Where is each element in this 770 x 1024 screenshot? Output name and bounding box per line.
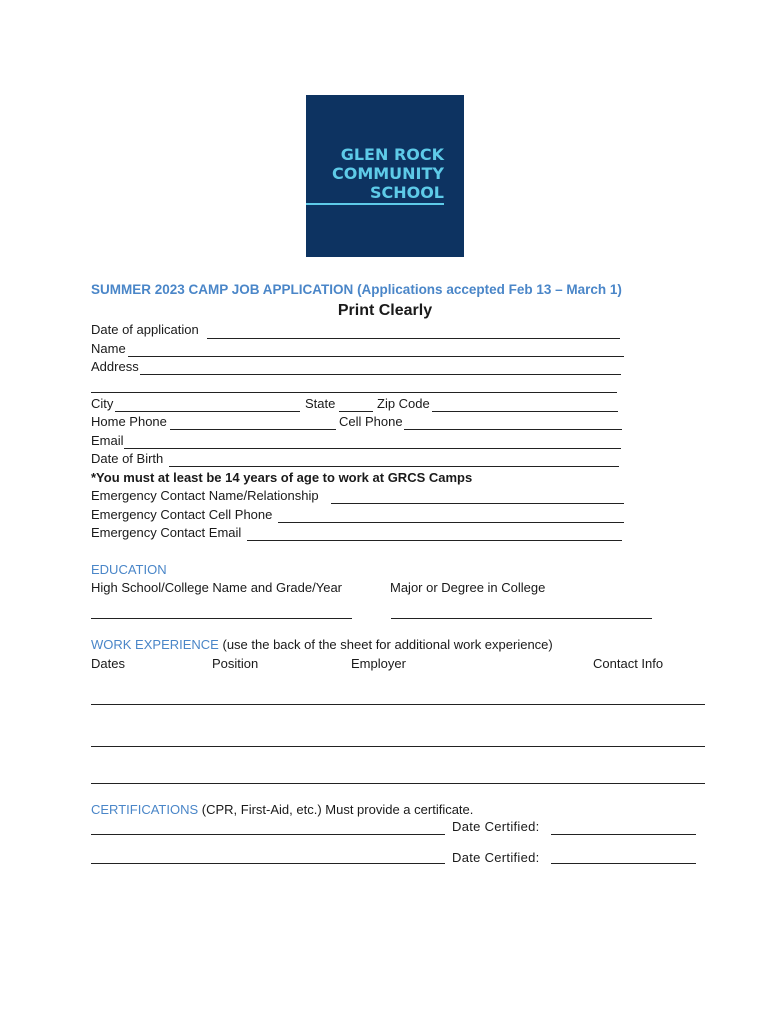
phone-row — [91, 414, 631, 432]
state-label: State — [305, 396, 336, 411]
address-line[interactable] — [140, 374, 621, 375]
work-entry-line[interactable] — [91, 746, 705, 747]
dob-row — [91, 451, 631, 469]
certifications-header — [91, 802, 473, 820]
date-of-application-line[interactable] — [207, 338, 620, 339]
work-experience-heading: WORK EXPERIENCE — [91, 637, 219, 652]
zip-label: Zip Code — [377, 396, 430, 411]
logo-line-1: GLEN ROCK — [340, 145, 444, 164]
name-line[interactable] — [128, 356, 624, 357]
cell-phone-label: Cell Phone — [339, 414, 403, 429]
certification-line[interactable] — [91, 834, 445, 835]
work-experience-header — [91, 637, 553, 655]
address-label: Address — [91, 359, 139, 374]
emergency-name-row — [91, 488, 631, 506]
school-logo — [306, 95, 464, 257]
email-label: Email — [91, 433, 124, 448]
emergency-email-label: Emergency Contact Email — [91, 525, 242, 540]
work-experience-note: (use the back of the sheet for additional work experience) — [222, 637, 553, 652]
city-label: City — [91, 396, 114, 411]
work-col-contact: Contact Info — [593, 656, 664, 671]
name-label: Name — [91, 341, 126, 356]
city-state-zip-row — [91, 396, 631, 414]
date-certified-line[interactable] — [551, 834, 696, 835]
dob-line[interactable] — [169, 466, 619, 467]
home-phone-line[interactable] — [170, 429, 336, 430]
certifications-note: (CPR, First-Aid, etc.) Must provide a certificate. — [201, 802, 474, 817]
emergency-name-line[interactable] — [331, 503, 624, 504]
date-of-application-label: Date of application — [91, 322, 199, 337]
date-certified-line[interactable] — [551, 863, 696, 864]
dob-label: Date of Birth — [91, 451, 164, 466]
print-clearly-heading: Print Clearly — [337, 302, 433, 319]
emergency-cell-label: Emergency Contact Cell Phone — [91, 507, 273, 522]
date-certified-label: Date Certified: — [452, 819, 540, 834]
application-title — [91, 282, 622, 297]
email-line[interactable] — [124, 448, 621, 449]
work-entry-line[interactable] — [91, 783, 705, 784]
title-dates: (Applications accepted Feb 13 – March 1) — [357, 282, 622, 297]
date-of-application-row — [91, 322, 631, 340]
work-col-employer: Employer — [351, 656, 406, 671]
logo-underline — [306, 203, 444, 205]
state-line[interactable] — [339, 411, 373, 412]
education-school-line[interactable] — [91, 618, 352, 619]
certification-line[interactable] — [91, 863, 445, 864]
education-major-label: Major or Degree in College — [390, 580, 546, 595]
emergency-email-row — [91, 525, 631, 543]
email-row — [91, 433, 631, 451]
education-major-line[interactable] — [391, 618, 652, 619]
cell-phone-line[interactable] — [404, 429, 622, 430]
zip-line[interactable] — [432, 411, 618, 412]
emergency-name-label: Emergency Contact Name/Relationship — [91, 488, 319, 503]
work-col-dates: Dates — [91, 656, 125, 671]
emergency-cell-row — [91, 507, 631, 525]
work-col-position: Position — [212, 656, 259, 671]
address-row — [91, 359, 631, 377]
name-row — [91, 341, 631, 359]
education-heading: EDUCATION — [91, 562, 167, 577]
address-line-2[interactable] — [91, 392, 617, 393]
home-phone-label: Home Phone — [91, 414, 167, 429]
logo-line-2: COMMUNITY — [331, 164, 444, 183]
city-line[interactable] — [115, 411, 300, 412]
logo-line-3: SCHOOL — [369, 183, 444, 202]
logo-text — [332, 145, 444, 202]
emergency-email-line[interactable] — [247, 540, 622, 541]
education-school-label: High School/College Name and Grade/Year — [91, 580, 343, 595]
title-text: SUMMER 2023 CAMP JOB APPLICATION — [91, 282, 354, 297]
date-certified-label: Date Certified: — [452, 850, 540, 865]
certifications-heading: CERTIFICATIONS — [91, 802, 199, 817]
emergency-cell-line[interactable] — [278, 522, 624, 523]
work-entry-line[interactable] — [91, 704, 705, 705]
age-notice: *You must at least be 14 years of age to work at GRCS Camps — [91, 470, 473, 485]
